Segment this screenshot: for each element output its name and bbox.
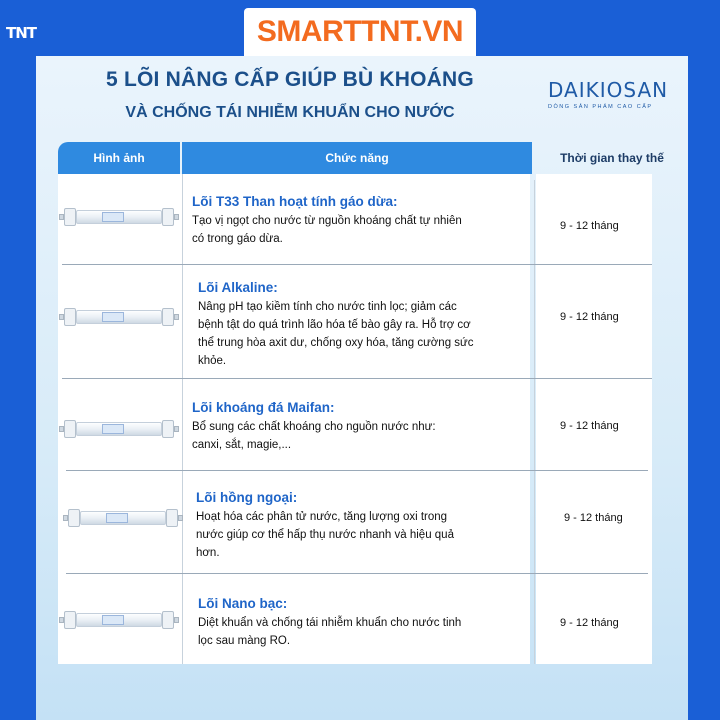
filter-cartridge-image [62, 206, 182, 228]
daikiosan-logo [548, 78, 668, 110]
row-description: Nâng pH tạo kiềm tính cho nước tinh lọc; giảm các bệnh tật do quá trình lão hóa tế bào gây ra. Hỗ trợ cơ thể trung hòa axit dư, chống oxy hóa, tăng cường sức khỏe. [198, 301, 474, 367]
logo-name: DAIKIOSAN [548, 78, 669, 102]
filter-cartridge-image [62, 418, 182, 440]
row-description: Diệt khuẩn và chống tái nhiễm khuẩn cho nước tinh lọc sau màng RO. [198, 617, 462, 647]
row-divider [66, 573, 648, 574]
row-title: Lõi khoáng đá Maifan: [192, 400, 335, 415]
filter-cartridge-image [62, 609, 182, 631]
site-brand-text: SMARTTNT.VN [256, 15, 464, 48]
row-description: Bổ sung các chất khoáng cho nguồn nước như: canxi, sắt, magie,... [192, 421, 436, 451]
replacement-time: 9 - 12 tháng [560, 420, 619, 432]
row-title: Lõi Alkaline: [198, 280, 278, 295]
row-description: Hoạt hóa các phân tử nước, tăng lượng oxi trong nước giúp cơ thể hấp thụ nước nhanh và hiệu quả hơn. [196, 511, 454, 559]
site-brand-badge[interactable] [244, 8, 476, 56]
filter-cartridge-image [62, 306, 182, 328]
replacement-time: 9 - 12 tháng [564, 512, 623, 524]
row-divider [62, 378, 652, 379]
page-title: 5 LÕI NÂNG CẤP GIÚP BÙ KHOÁNG [106, 68, 474, 91]
column-header-function: Chức năng [182, 142, 532, 174]
time-column [536, 174, 652, 664]
replacement-time: 9 - 12 tháng [560, 220, 619, 232]
row-title: Lõi hồng ngoại: [196, 490, 298, 505]
corner-logo: TNT [6, 24, 37, 42]
page-subtitle: VÀ CHỐNG TÁI NHIỄM KHUẨN CHO NƯỚC [125, 104, 455, 121]
row-title: Lõi T33 Than hoạt tính gáo dừa: [192, 194, 398, 209]
replacement-time: 9 - 12 tháng [560, 311, 619, 323]
row-divider [66, 470, 648, 471]
column-header-image: Hình ảnh [58, 142, 180, 174]
column-divider [534, 180, 535, 664]
replacement-time: 9 - 12 tháng [560, 617, 619, 629]
row-divider [62, 264, 652, 265]
row-title: Lõi Nano bạc: [198, 596, 288, 611]
column-header-time: Thời gian thay thế [560, 151, 664, 165]
filter-cartridge-image [66, 507, 186, 529]
logo-tagline: DÒNG SẢN PHẨM CAO CẤP [548, 104, 653, 110]
column-divider [182, 174, 183, 664]
row-description: Tạo vị ngọt cho nước từ nguồn khoáng chất tự nhiên có trong gáo dừa. [192, 215, 462, 245]
